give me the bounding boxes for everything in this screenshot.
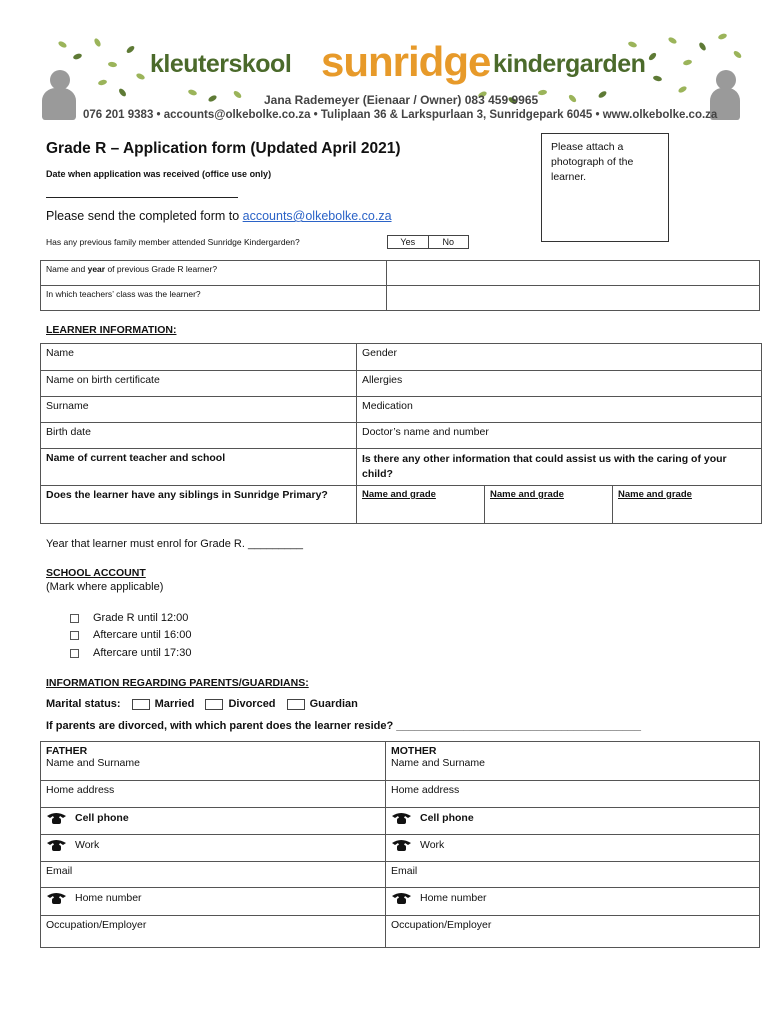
birth-certificate-name-field[interactable]: Name on birth certificate [41,371,357,397]
married-label: Married [154,698,195,710]
previous-learner-name-label: Name and year of previous Grade R learner? [41,261,387,286]
learner-info-table [40,343,762,524]
father-occupation-field[interactable]: Occupation/Employer [41,916,386,948]
guardian-label: Guardian [309,698,358,710]
option-aftercare-1730[interactable]: Aftercare until 17:30 [70,647,191,659]
yes-no-choice [387,235,469,249]
parents-heading: INFORMATION REGARDING PARENTS/GUARDIANS: [46,677,309,689]
contact-line: 076 201 9383 • accounts@olkebolke.co.za • Tuliplaan 36 & Larkspurlaan 3, Sunridgepark 6045 • www.olkebolke.co.za [83,109,718,121]
surname-field[interactable]: Surname [41,397,357,423]
father-name-field[interactable]: FATHER Name and Surname [41,742,386,781]
sibling-name-grade-1[interactable]: Name and grade [357,486,485,524]
telephone-icon [391,811,412,825]
father-home-number-field[interactable]: Home number [41,888,386,916]
email-link[interactable]: accounts@olkebolke.co.za [242,209,392,223]
divorced-label: Divorced [228,698,276,710]
reside-question[interactable]: If parents are divorced, with which parent does the learner reside? ________________________________________ [46,720,641,732]
father-work-field[interactable]: Work [41,835,386,862]
checkbox[interactable] [70,614,79,623]
form-title: Grade R – Application form (Updated April 2021) [46,140,401,157]
guardian-checkbox[interactable] [287,699,305,710]
logo-kindergarden: kindergarden [493,50,646,78]
birth-date-field[interactable]: Birth date [41,423,357,449]
telephone-icon [391,838,412,852]
previous-learner-table [40,260,760,311]
enrol-year-line[interactable]: Year that learner must enrol for Grade R. _________ [46,538,304,550]
current-teacher-field[interactable]: Name of current teacher and school [41,449,357,486]
letterhead [38,32,744,128]
name-field[interactable]: Name [41,344,357,371]
marital-status-label: Marital status: [46,698,121,710]
school-account-heading: SCHOOL ACCOUNT [46,567,146,579]
send-instruction [46,209,392,223]
mother-cell-field[interactable]: Cell phone [386,808,760,835]
marital-status-row [46,698,358,710]
divorced-checkbox[interactable] [205,699,223,710]
mother-email-field[interactable]: Email [386,862,760,888]
previous-class-label: In which teachers’ class was the learner? [41,286,387,311]
father-cell-field[interactable]: Cell phone [41,808,386,835]
logo-sunridge: sunridge [321,38,491,85]
logo-kleuterskool: kleuterskool [150,50,292,78]
school-account-note: (Mark where applicable) [46,581,164,593]
previous-family-question: Has any previous family member attended Sunridge Kindergarden? [46,237,300,247]
mother-occupation-field[interactable]: Occupation/Employer [386,916,760,948]
father-address-field[interactable]: Home address [41,781,386,808]
previous-learner-name-field[interactable] [387,261,760,286]
married-checkbox[interactable] [132,699,150,710]
allergies-field[interactable]: Allergies [357,371,762,397]
telephone-icon [46,838,67,852]
medication-field[interactable]: Medication [357,397,762,423]
no-option[interactable]: No [442,237,454,247]
send-prefix: Please send the completed form to [46,209,243,223]
siblings-question: Does the learner have any siblings in Sunridge Primary? [41,486,357,524]
doctor-field[interactable]: Doctor’s name and number [357,423,762,449]
other-info-field[interactable]: Is there any other information that could assist us with the caring of your child? [357,449,762,486]
owner-line: Jana Rademeyer (Eienaar / Owner) 083 459 9965 [264,93,539,107]
learner-info-heading: LEARNER INFORMATION: [46,324,177,336]
checkbox[interactable] [70,649,79,658]
mother-address-field[interactable]: Home address [386,781,760,808]
sibling-name-grade-2[interactable]: Name and grade [485,486,613,524]
father-email-field[interactable]: Email [41,862,386,888]
mother-name-field[interactable]: MOTHER Name and Surname [386,742,760,781]
parents-table [40,741,760,948]
sibling-name-grade-3[interactable]: Name and grade [613,486,762,524]
telephone-icon [46,811,67,825]
mother-work-field[interactable]: Work [386,835,760,862]
yes-option[interactable]: Yes [388,236,429,248]
date-received-field[interactable] [46,197,238,198]
previous-class-field[interactable] [387,286,760,311]
option-aftercare-1600[interactable]: Aftercare until 16:00 [70,629,191,641]
mother-home-number-field[interactable]: Home number [386,888,760,916]
telephone-icon [391,891,412,905]
option-grade-r-1200[interactable]: Grade R until 12:00 [70,612,188,624]
gender-field[interactable]: Gender [357,344,762,371]
telephone-icon [46,891,67,905]
checkbox[interactable] [70,631,79,640]
date-received-label: Date when application was received (office use only) [46,169,272,179]
photo-box[interactable]: Please attach a photograph of the learner. [541,133,669,242]
